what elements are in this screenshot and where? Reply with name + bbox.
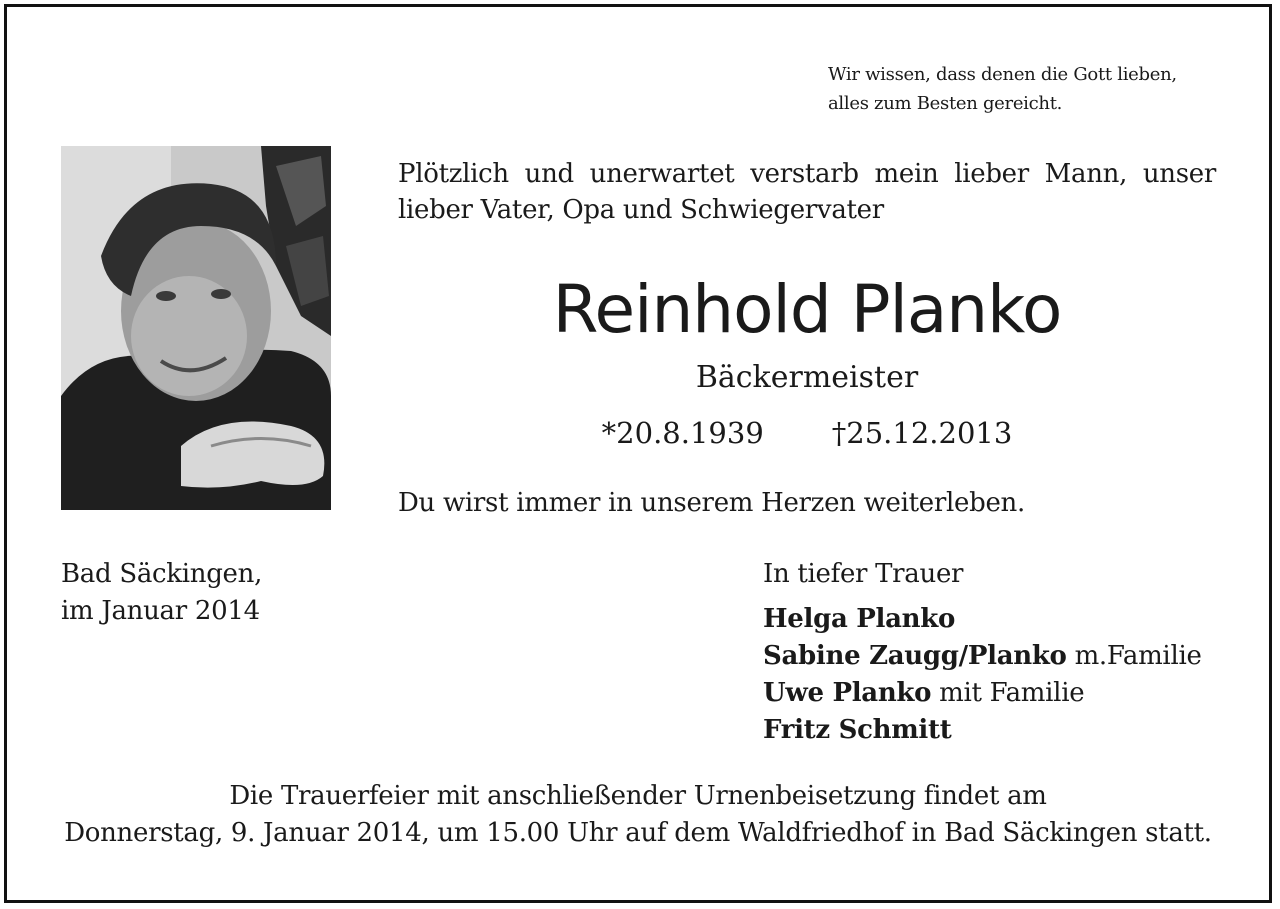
deceased-name: Reinhold Planko — [552, 271, 1062, 348]
place-line-2: im Januar 2014 — [61, 596, 260, 626]
intro-text: Plötzlich und unerwartet verstarb mein lieber Mann, unser lieber Vater, Opa und Schwiegervater — [398, 159, 1216, 225]
mourner-entry — [763, 601, 1202, 638]
mourner-name: Fritz Schmitt — [763, 715, 952, 745]
service-line-1: Die Trauerfeier mit anschließender Urnenbeisetzung findet am — [229, 781, 1047, 811]
birth-date: *20.8.1939 — [601, 416, 764, 450]
mourner-suffix: mit Familie — [931, 678, 1085, 708]
death-date: †25.12.2013 — [831, 416, 1013, 450]
mourner-entry — [763, 712, 1202, 749]
portrait-photo-icon — [61, 146, 331, 510]
motto-line-1: Wir wissen, dass denen die Gott lieben, — [828, 64, 1177, 85]
motto-quote — [828, 60, 1177, 118]
mourner-name: Helga Planko — [763, 604, 955, 634]
mourner-name: Sabine Zaugg/Planko — [763, 641, 1067, 671]
motto-line-2: alles zum Besten gereicht. — [828, 93, 1063, 114]
place-line-1: Bad Säckingen, — [61, 559, 263, 589]
farewell-text: Du wirst immer in unserem Herzen weiterleben. — [398, 488, 1025, 518]
portrait-photo — [61, 146, 331, 510]
mourners-heading: In tiefer Trauer — [763, 559, 964, 589]
mourner-entry — [763, 675, 1202, 712]
life-dates — [398, 414, 1216, 452]
mourner-suffix: m.Familie — [1066, 641, 1202, 671]
mourners-block — [763, 556, 1202, 749]
place-date — [61, 556, 262, 630]
mourner-name: Uwe Planko — [763, 678, 932, 708]
deceased-title: Bäckermeister — [695, 360, 919, 395]
service-line-2: Donnerstag, 9. Januar 2014, um 15.00 Uhr auf dem Waldfriedhof in Bad Säckingen statt. — [64, 818, 1212, 848]
service-announcement — [30, 778, 1246, 852]
mourner-entry — [763, 638, 1202, 675]
